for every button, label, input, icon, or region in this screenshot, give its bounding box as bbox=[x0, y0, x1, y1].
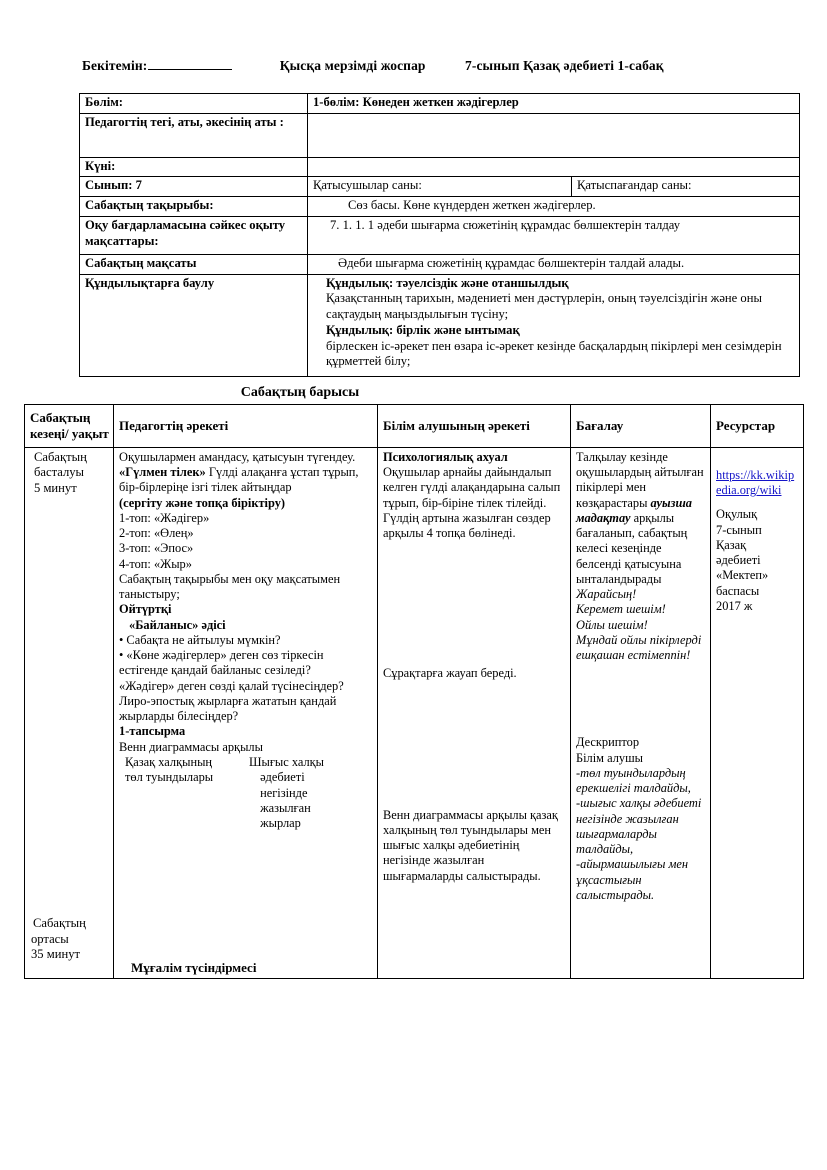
resource-book-line-6: баспасы bbox=[716, 583, 760, 598]
venn-right-line-2: әдебиеті bbox=[260, 770, 305, 785]
venn-diagram-labels bbox=[119, 755, 373, 832]
info-label-date: Күні: bbox=[80, 157, 308, 177]
venn-left-spacer bbox=[119, 816, 236, 831]
table-row bbox=[80, 274, 800, 376]
venn-row bbox=[119, 770, 373, 785]
descriptor-subtitle: Білім алушы bbox=[576, 750, 643, 765]
cell-teacher-activity bbox=[114, 447, 378, 978]
resource-book-line-1: Оқулық bbox=[716, 507, 758, 522]
assessment-text-b: арқылы бағаланып, сабақтың келесі кезеңінде белсенді қатысуына ынталандырады bbox=[576, 510, 688, 586]
resource-book-line-5: «Мектеп» bbox=[716, 568, 769, 583]
cell-student-activity bbox=[378, 447, 571, 978]
value-line-2: Қазақстанның тарихын, мәдениеті мен дәстүрлерін, оның тәуелсіздігін және оны сақтаудың маңыздылығын түсіну; bbox=[326, 291, 762, 322]
teacher-venn-intro: Венн диаграммасы арқылы bbox=[119, 739, 263, 754]
student-psych-title: Психологиялық ахуал bbox=[383, 449, 508, 464]
praise-phrase-2: Керемет шешім! bbox=[576, 602, 666, 617]
praise-phrase-3: Ойлы шешім! bbox=[576, 617, 648, 632]
lesson-info-table bbox=[79, 93, 800, 377]
table-row bbox=[80, 177, 800, 197]
venn-row bbox=[119, 755, 373, 770]
venn-row bbox=[119, 816, 373, 831]
section-caption-lesson-flow: Сабақтың барысы bbox=[240, 385, 360, 400]
venn-right-line-3: негізінде bbox=[260, 785, 308, 800]
info-label-class: Сынып: 7 bbox=[80, 177, 308, 197]
teacher-gulmen-tilek bbox=[119, 465, 373, 496]
value-line-4: бірлескен іс-әрекет пен өзара іс-әрекет кезінде басқалардың пікірлері мен сезімдерін құрметтей білу; bbox=[326, 338, 782, 369]
teacher-question-3: «Жәдігер» деген сөзді қалай түсінесіңдер? bbox=[119, 678, 344, 693]
gulmen-tilek-text: Гүлді алақанға ұстап тұрып, бір-бірлеріңе ізгі тілек айтыңдар bbox=[119, 465, 359, 495]
value-line-1: Құндылық: тәуелсіздік және отаншылдық bbox=[326, 275, 569, 290]
venn-right-line-5: жырлар bbox=[260, 816, 301, 831]
student-spacer-1 bbox=[383, 541, 566, 666]
descriptor-item-1: -төл туындылардың ерекшелігі талдайды, bbox=[576, 765, 691, 796]
descriptor-item-2: -шығыс халқы әдебиеті негізінде жазылған шығармаларды талдайды, bbox=[576, 796, 702, 857]
info-value-bolim: 1-бөлім: Көнеден жеткен жәдігерлер bbox=[308, 94, 800, 114]
group-1: 1-топ: «Жәдігер» bbox=[119, 510, 210, 525]
student-venn-compare: Венн диаграммасы арқылы қазақ халқының төл туындылары мен шығыс халқы әдебиетінің негізінде жазылған шығармаларды салыстырады. bbox=[383, 807, 558, 883]
info-label-objectives: Оқу бағдарламасына сәйкес оқыту мақсаттары: bbox=[80, 216, 308, 254]
resource-book-line-2: 7-сынып bbox=[716, 522, 762, 537]
teacher-greeting: Оқушылармен амандасу, қатысуын түгендеу. bbox=[119, 449, 356, 464]
table-row bbox=[80, 197, 800, 217]
resource-book-line-7: 2017 ж bbox=[716, 598, 753, 613]
col-header-resources: Ресурстар bbox=[711, 405, 804, 448]
resource-book-line-4: әдебиеті bbox=[716, 553, 761, 568]
stage-start-line-3: 5 минут bbox=[34, 480, 77, 495]
resource-book-line-3: Қазақ bbox=[716, 537, 747, 552]
info-label-bolim: Бөлім: bbox=[80, 94, 308, 114]
info-value-objectives: 7. 1. 1. 1 әдеби шығарма сюжетінің құрамдас бөлшектерін талдау bbox=[308, 216, 800, 254]
plan-title: Қысқа мерзімді жоспар bbox=[279, 58, 426, 73]
table-row bbox=[80, 216, 800, 254]
teacher-question-4: Лиро-эпостық жырларға жататын қандай жырларды білесіңдер? bbox=[119, 693, 337, 724]
teacher-explanation-heading: Мұғалім түсіндірмесі bbox=[131, 959, 257, 975]
descriptor-item-3: -айырмашылығы мен ұқсастығын салыстырады. bbox=[576, 857, 689, 902]
value-line-3: Құндылық: бірлік және ынтымақ bbox=[326, 322, 520, 337]
resources-top-spacer bbox=[716, 450, 799, 468]
student-spacer-2 bbox=[383, 682, 566, 808]
gulmen-tilek-title: «Гүлмен тілек» bbox=[119, 465, 206, 480]
cell-assessment bbox=[571, 447, 711, 978]
info-value-values bbox=[308, 274, 800, 376]
info-label-topic: Сабақтың тақырыбы: bbox=[80, 197, 308, 217]
descriptor-title: Дескриптор bbox=[576, 735, 640, 750]
venn-left-spacer bbox=[119, 786, 236, 801]
teacher-task-1: 1-тапсырма bbox=[119, 724, 186, 739]
assessment-text-a: Талқылау кезінде оқушылардың айтылған пікірлері мен көзқарастары bbox=[576, 449, 704, 510]
teacher-baylanys-method: «Байланыс» әдісі bbox=[129, 617, 226, 632]
resources-spacer bbox=[716, 498, 799, 507]
table-header-row bbox=[25, 405, 804, 448]
info-value-lesson-goal: Әдеби шығарма сюжетінің құрамдас бөлшектерін талдай алады. bbox=[308, 254, 800, 274]
stage-middle-line-2: ортасы bbox=[31, 931, 69, 946]
assessment-paragraph-1 bbox=[576, 450, 706, 587]
document-header bbox=[82, 57, 782, 74]
student-psych-body: Оқушылар арнайы дайындалып келген гүлді алақандарына салып тұрып, бір-біріне тілек тілейді. Гүлдің артына жазылған сөздер арқылы 4 топқа бөлінеді. bbox=[383, 465, 561, 541]
venn-right-line-4: жазылған bbox=[260, 801, 311, 816]
group-3: 3-топ: «Эпос» bbox=[119, 541, 194, 556]
col-header-teacher-action: Педагогтің әрекеті bbox=[114, 405, 378, 448]
lesson-flow-table bbox=[24, 404, 804, 979]
assessment-oral-praise: ауызша мадақтау bbox=[576, 495, 692, 525]
venn-row bbox=[119, 801, 373, 816]
stage-start-line-1: Сабақтың bbox=[34, 449, 87, 464]
info-value-present-count: Қатысушылар саны: bbox=[308, 177, 572, 197]
table-row bbox=[80, 254, 800, 274]
teacher-spacer bbox=[119, 832, 373, 960]
teacher-question-1: • Сабақта не айтылуы мүмкін? bbox=[119, 632, 281, 647]
cell-resources bbox=[711, 447, 804, 978]
venn-left-line-2: төл туындылары bbox=[125, 770, 214, 785]
info-value-date bbox=[308, 157, 800, 177]
assessment-spacer bbox=[576, 663, 706, 735]
subject-grade-line: 7-сынып Қазақ әдебиеті 1-сабақ bbox=[465, 58, 664, 73]
teacher-sergitu: (сергіту және топқа біріктіру) bbox=[119, 495, 286, 510]
info-label-lesson-goal: Сабақтың мақсаты bbox=[80, 254, 308, 274]
teacher-oiturtki: Ойтүртқі bbox=[119, 602, 172, 617]
info-value-absent-count: Қатыспағандар саны: bbox=[572, 177, 800, 197]
table-row bbox=[25, 447, 804, 978]
cell-stage-time bbox=[25, 447, 114, 978]
col-header-assessment: Бағалау bbox=[571, 405, 711, 448]
venn-left-line-1: Қазақ халқының bbox=[125, 754, 213, 769]
approve-blank-line bbox=[148, 57, 232, 70]
table-row bbox=[80, 157, 800, 177]
table-row bbox=[80, 94, 800, 114]
table-row bbox=[80, 113, 800, 157]
group-4: 4-топ: «Жыр» bbox=[119, 556, 192, 571]
col-header-student-action: Білім алушының әрекеті bbox=[378, 405, 571, 448]
venn-row bbox=[119, 786, 373, 801]
col-header-stage: Сабақтың кезеңі/ уақыт bbox=[25, 405, 114, 448]
info-label-values: Құндылықтарға баулу bbox=[80, 274, 308, 376]
stage-start-line-2: басталуы bbox=[34, 465, 84, 480]
info-value-topic: Сөз басы. Көне күндерден жеткен жәдігерлер. bbox=[308, 197, 800, 217]
group-2: 2-топ: «Өлең» bbox=[119, 526, 194, 541]
praise-phrase-1: Жарайсың! bbox=[576, 587, 637, 602]
approve-label: Бекітемін: bbox=[82, 58, 148, 73]
stage-middle-line-1: Сабақтың bbox=[33, 916, 86, 931]
venn-left-spacer bbox=[119, 801, 236, 816]
teacher-intro-objectives: Сабақтың тақырыбы мен оқу мақсатымен таныстыру; bbox=[119, 571, 341, 602]
praise-phrase-4: Мұндай ойлы пікірлерді ешқашан естімеппін! bbox=[576, 632, 702, 663]
teacher-question-2: • «Көне жәдігерлер» деген сөз тіркесін естігенде қандай байланыс сезіледі? bbox=[119, 648, 324, 678]
wikipedia-link[interactable]: https://kk.wikipedia.org/wiki bbox=[716, 467, 795, 498]
student-answers-questions: Сұрақтарға жауап береді. bbox=[383, 666, 517, 681]
info-value-teacher-name bbox=[308, 113, 800, 157]
venn-right-line-1: Шығыс халқы bbox=[249, 754, 324, 769]
stage-middle-line-3: 35 минут bbox=[31, 947, 80, 962]
info-label-teacher-name: Педагогтің тегі, аты, әкесінің аты : bbox=[80, 113, 308, 157]
